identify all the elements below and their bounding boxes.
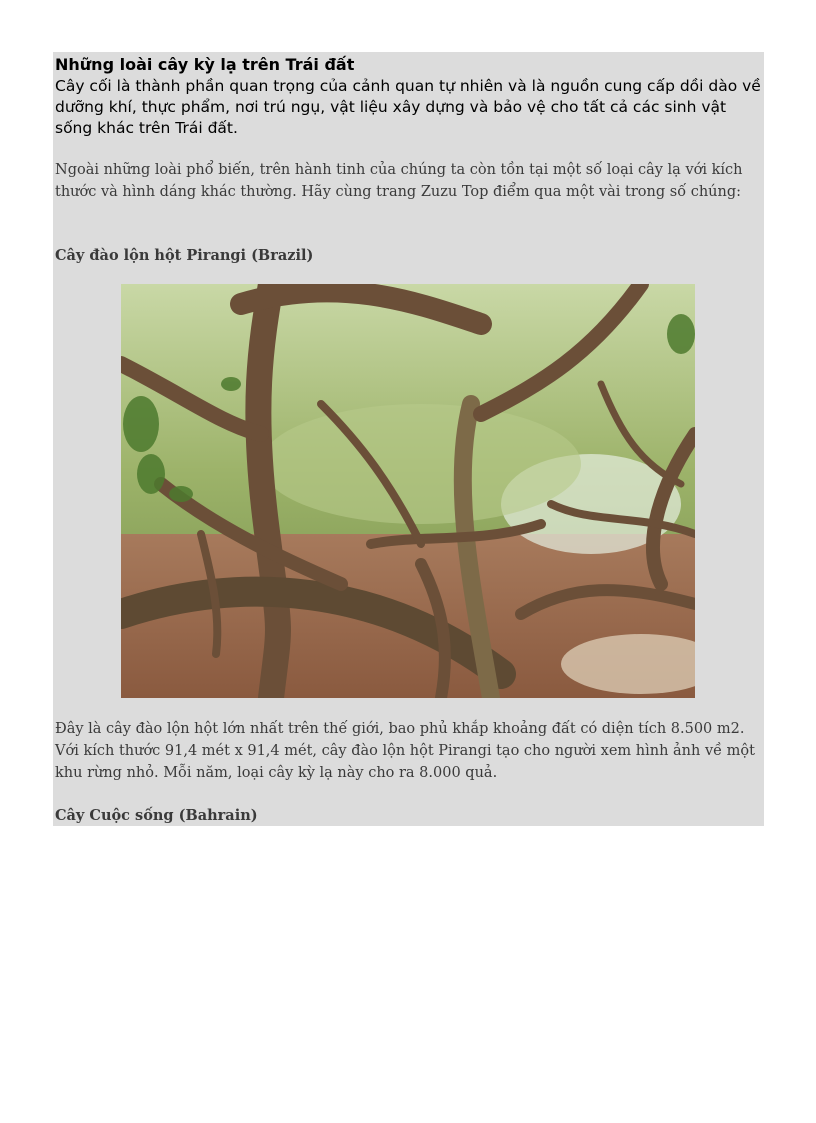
- paragraph-1: Ngoài những loài phổ biến, trên hành tinh của chúng ta còn tồn tại một số loại cây lạ với kích thước và hình dáng khác thường. Hãy cùng trang Zuzu Top điểm qua một vài trong số chúng:: [55, 162, 743, 200]
- section-heading-tree-of-life: Cây Cuộc sống (Bahrain): [55, 807, 258, 824]
- cashew-tree-photo: [121, 284, 695, 698]
- section-heading-pirangi: Cây đào lộn hột Pirangi (Brazil): [55, 247, 314, 264]
- article-title: Những loài cây kỳ lạ trên Trái đất: [55, 55, 355, 74]
- paragraph-2: Đây là cây đào lộn hột lớn nhất trên thế giới, bao phủ khắp khoảng đất có diện tích 8.500 m2. Với kích thước 91,4 mét x 91,4 mét, cây đào lộn hột Pirangi tạo cho người xem hình ảnh về một khu rừng nhỏ. Mỗi năm, loại cây kỳ lạ này cho ra 8.000 quả.: [55, 721, 755, 781]
- article-intro: Cây cối là thành phần quan trọng của cảnh quan tự nhiên và là nguồn cung cấp dồi dào về dưỡng khí, thực phẩm, nơi trú ngụ, vật liệu xây dựng và bảo vệ cho tất cả các sinh vật sống khác trên Trái đất.: [55, 77, 761, 137]
